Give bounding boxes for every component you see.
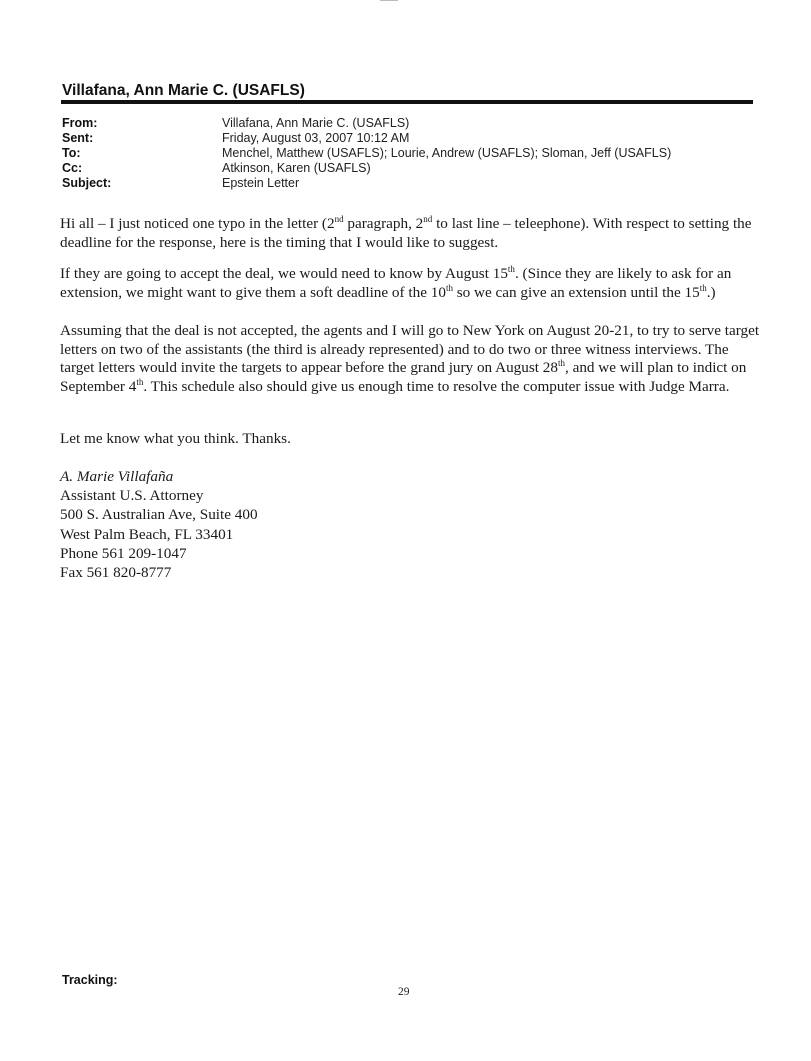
- sender-title: Villafana, Ann Marie C. (USAFLS): [62, 82, 305, 99]
- signature-address-1: 500 S. Australian Ave, Suite 400: [60, 506, 258, 524]
- body-paragraph-1: Hi all – I just noticed one typo in the letter (2nd paragraph, 2nd to last line – teleephone). With respect to setting the deadline for the response, here is the timing that I would like to suggest.: [60, 213, 752, 251]
- sent-value: Friday, August 03, 2007 10:12 AM: [222, 131, 410, 145]
- scan-mark: [380, 0, 398, 1]
- signature-name: A. Marie Villafaña: [60, 468, 174, 485]
- body-paragraph-3: Assuming that the deal is not accepted, the agents and I will go to New York on August 20-21, to try to serve target letters on two of the assistants (the third is already represented) and to do two or three witness interviews. The target letters would invite the targets to appear before the grand jury on August 28th, and we will plan to indict on September 4th. This schedule also should give us enough time to resolve the computer issue with Judge Marra.: [60, 322, 760, 395]
- title-divider: [61, 100, 753, 104]
- tracking-label: Tracking:: [62, 973, 118, 987]
- to-value: Menchel, Matthew (USAFLS); Lourie, Andrew (USAFLS); Sloman, Jeff (USAFLS): [222, 146, 672, 160]
- from-value: Villafana, Ann Marie C. (USAFLS): [222, 116, 410, 130]
- cc-label: Cc:: [62, 161, 83, 175]
- body-paragraph-2: If they are going to accept the deal, we would need to know by August 15th. (Since they are likely to ask for an extension, we might want to give them a soft deadline of the 10th so we can give an extension until the 15th.): [60, 263, 732, 301]
- signature-title: Assistant U.S. Attorney: [60, 487, 204, 505]
- signature-fax: Fax 561 820-8777: [60, 564, 172, 582]
- signature-phone: Phone 561 209-1047: [60, 544, 187, 562]
- from-label: From:: [62, 116, 98, 130]
- body-paragraph-4: Let me know what you think. Thanks.: [60, 430, 291, 447]
- page-number: 29: [398, 986, 410, 998]
- signature-block: [60, 467, 258, 582]
- sent-label: Sent:: [62, 131, 94, 145]
- subject-value: Epstein Letter: [222, 176, 300, 190]
- to-label: To:: [62, 146, 81, 160]
- subject-label: Subject:: [62, 176, 112, 190]
- signature-address-2: West Palm Beach, FL 33401: [60, 525, 234, 543]
- cc-value: Atkinson, Karen (USAFLS): [222, 161, 371, 175]
